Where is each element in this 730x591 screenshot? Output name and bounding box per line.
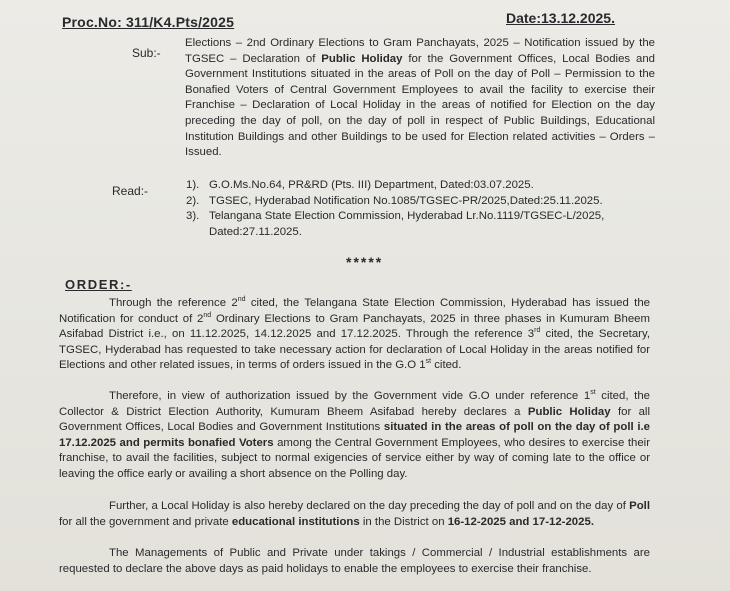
reference-list xyxy=(186,178,646,240)
document-date: Date:13.12.2025. xyxy=(506,10,615,26)
read-label: Read:- xyxy=(112,184,149,198)
order-paragraph-1: Through the reference 2nd cited, the Telangana State Election Commission, Hyderabad has issued the Notification for conduct of 2nd Ordinary Elections to Gram Panchayats, 2025 in three phases in Kumuram Bheem Asifabad District i.e., on 11.12.2025, 14.12.2025 and 17.12.2025. Through the reference 3rd cited, the Secretary, TGSEC, Hyderabad has requested to take necessary action for declaration of Local Holiday in the areas notified for Elections and other related issues, in terms of orders issued in the G.O 1st cited. xyxy=(59,296,651,371)
order-paragraph-3: Further, a Local Holiday is also hereby declared on the day preceding the day of poll and on the day of Poll for all the government and private educational institutions in the District on 16-12-2025 and 17-12-2025. xyxy=(59,500,650,528)
order-heading: ORDER:- xyxy=(65,277,132,292)
document-header xyxy=(62,6,615,30)
reference-item: 1). G.O.Ms.No.64, PR&RD (Pts. III) Department, Dated:03.07.2025. xyxy=(186,179,534,191)
reference-item: 3). Telangana State Election Commission, Hyderabad Lr.No.1119/TGSEC-L/2025, Dated:27.11.2025. xyxy=(186,210,605,238)
order-paragraph-4: The Managements of Public and Private under takings / Commercial / Industrial establishments are requested to declare the above days as paid holidays to enable the employees to exercise their franchise. xyxy=(59,547,650,575)
reference-item: 2). TGSEC, Hyderabad Notification No.1085/TGSEC-PR/2025,Dated:25.11.2025. xyxy=(186,194,603,207)
subject-text: Elections – 2nd Ordinary Elections to Gram Panchayats, 2025 – Notification issued by the TGSEC – Declaration of Public Holiday for the Government Offices, Local Bodies and Government Institutions situated in the areas of Poll on the day of Poll – Permission to the Bonafied Voters of Central Government Employees to avail the facility to exercise their Franchise – Declaration of Local Holiday in the areas of notified for Election on the day preceding the day of poll, on the day of poll in respect of Public Buildings, Educational Institution Buildings and other Buildings to be used for Election related activities – Orders – Issued. xyxy=(185,37,655,159)
subject-label: Sub:- xyxy=(132,46,161,60)
order-paragraph-2: Therefore, in view of authorization issued by the Government vide G.O under reference 1st cited, the Collector & District Election Authority, Kumuram Bheem Asifabad hereby declares a Public Holiday for all Government Offices, Local Bodies and Government Institutions situated in the areas of poll on the day of poll i.e 17.12.2025 and permits bonafied Voters among the Central Government Employees, who desires to exercise their franchise, to avail the facilities, subject to normal exigencies of service either by way of coming late to the office or leaving the office early or availing a short absence on the Polling day. xyxy=(59,389,650,480)
proceeding-number: Proc.No: 311/K4.Pts/2025 xyxy=(62,14,235,30)
separator-stars: ***** xyxy=(346,254,384,270)
